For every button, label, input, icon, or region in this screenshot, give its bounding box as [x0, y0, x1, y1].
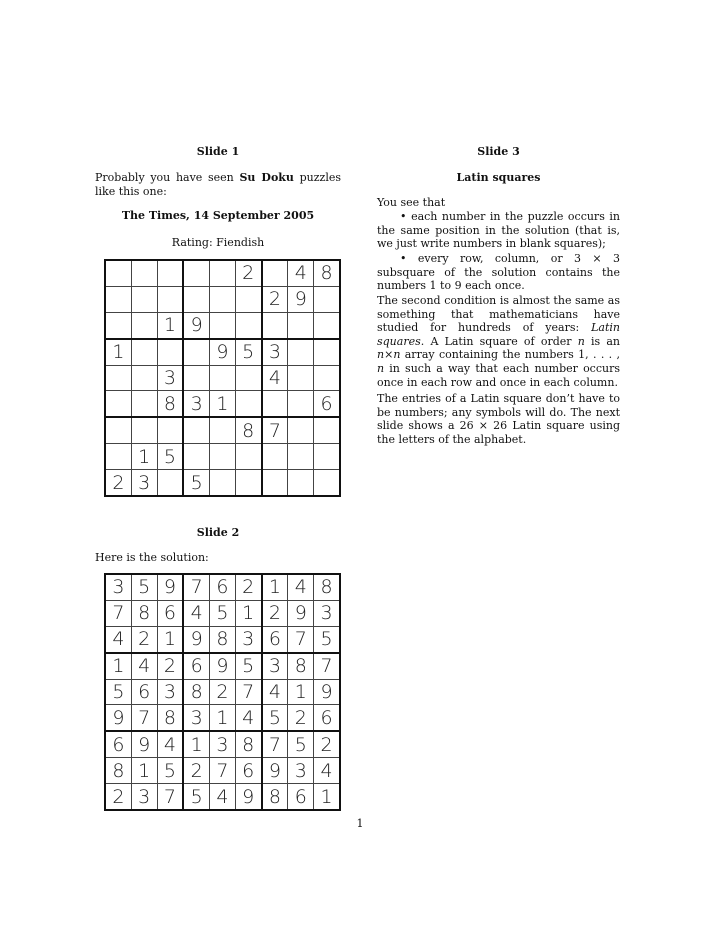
- puzzle-cell: [105, 365, 131, 391]
- solution-cell: 7: [288, 626, 314, 652]
- puzzle-cell: [183, 417, 209, 443]
- slide3-lead: You see that: [377, 196, 446, 209]
- solution-cell: 5: [183, 784, 209, 810]
- puzzle-cell: [262, 470, 288, 496]
- puzzle-cell: 7: [262, 417, 288, 443]
- solution-cell: 5: [314, 626, 340, 652]
- solution-cell: 7: [314, 653, 340, 679]
- grid-row: [105, 731, 340, 757]
- grid-row: [105, 260, 340, 286]
- puzzle-cell: 9: [183, 312, 209, 338]
- p1-var-n: n: [377, 348, 385, 362]
- solution-cell: 8: [210, 626, 236, 652]
- puzzle-cell: [210, 312, 236, 338]
- puzzle-cell: [314, 417, 340, 443]
- solution-cell: 4: [235, 705, 261, 731]
- solution-cell: 2: [131, 626, 157, 652]
- solution-cell: 9: [262, 758, 288, 784]
- solution-cell: 3: [262, 653, 288, 679]
- puzzle-cell: [157, 286, 183, 312]
- solution-cell: 1: [314, 784, 340, 810]
- solution-cell: 4: [131, 653, 157, 679]
- solution-cell: 8: [105, 758, 131, 784]
- p1-pre: The second condition is almost the same as something that mathematicians have studied for hundreds of years:: [377, 294, 620, 335]
- puzzle-cell: 2: [105, 470, 131, 496]
- puzzle-cell: [105, 312, 131, 338]
- puzzle-cell: [157, 417, 183, 443]
- puzzle-cell: 3: [131, 470, 157, 496]
- puzzle-cell: 4: [262, 365, 288, 391]
- solution-cell: 9: [131, 731, 157, 757]
- grid-row: [105, 286, 340, 312]
- solution-cell: 1: [157, 626, 183, 652]
- puzzle-cell: 5: [183, 470, 209, 496]
- slide2-intro: Here is the solution:: [95, 551, 209, 564]
- puzzle-cell: 5: [157, 444, 183, 470]
- solution-cell: 9: [183, 626, 209, 652]
- puzzle-cell: [210, 365, 236, 391]
- puzzle-cell: 1: [105, 339, 131, 365]
- puzzle-cell: [288, 417, 314, 443]
- puzzle-cell: 8: [314, 260, 340, 286]
- solution-cell: 3: [210, 731, 236, 757]
- solution-cell: 8: [131, 600, 157, 626]
- bullet-icon: •: [400, 210, 407, 223]
- puzzle-cell: [314, 312, 340, 338]
- solution-cell: 5: [210, 600, 236, 626]
- slide3-title: Slide 3: [477, 145, 520, 158]
- puzzle-cell: 8: [157, 391, 183, 417]
- puzzle-cell: 2: [262, 286, 288, 312]
- solution-cell: 6: [157, 600, 183, 626]
- solution-cell: 3: [131, 784, 157, 810]
- puzzle-cell: [210, 286, 236, 312]
- puzzle-cell: [314, 286, 340, 312]
- grid-row: [105, 653, 340, 679]
- solution-cell: 6: [235, 758, 261, 784]
- sudoku-solution-grid: [104, 573, 341, 811]
- grid-row: [105, 626, 340, 652]
- puzzle-cell: [262, 391, 288, 417]
- grid-row: [105, 784, 340, 810]
- puzzle-cell: [131, 339, 157, 365]
- p1-post: in such a way that each number occurs once in each row and once in each column.: [377, 361, 620, 389]
- bullet-icon: •: [400, 252, 407, 265]
- grid-row: [105, 574, 340, 600]
- solution-cell: 4: [210, 784, 236, 810]
- solution-cell: 4: [262, 679, 288, 705]
- slide1-title: Slide 1: [196, 145, 240, 158]
- puzzle-cell: [235, 365, 261, 391]
- puzzle-cell: [157, 470, 183, 496]
- entries-paragraph: The entries of a Latin square don’t have to be numbers; any symbols will do. The next slide shows a 26 × 26 Latin square using the letters of the alphabet.: [377, 392, 620, 446]
- solution-cell: 7: [183, 574, 209, 600]
- puzzle-cell: 4: [288, 260, 314, 286]
- p1-emphasis: Latin squares.: [377, 321, 620, 348]
- solution-cell: 9: [157, 574, 183, 600]
- puzzle-cell: [105, 260, 131, 286]
- solution-cell: 1: [183, 731, 209, 757]
- puzzle-cell: [131, 286, 157, 312]
- solution-cell: 2: [288, 705, 314, 731]
- solution-cell: 2: [235, 574, 261, 600]
- p1-var-n: n: [577, 334, 585, 348]
- solution-cell: 9: [314, 679, 340, 705]
- solution-cell: 2: [105, 784, 131, 810]
- puzzle-cell: 5: [235, 339, 261, 365]
- solution-cell: 1: [235, 600, 261, 626]
- p1-var-n: n: [393, 348, 401, 362]
- puzzle-cell: [235, 470, 261, 496]
- solution-cell: 7: [131, 705, 157, 731]
- solution-cell: 6: [314, 705, 340, 731]
- grid-row: [105, 312, 340, 338]
- puzzle-title: The Times, 14 September 2005: [121, 209, 315, 222]
- solution-cell: 7: [157, 784, 183, 810]
- grid-row: [105, 339, 340, 365]
- latin-squares-paragraph: [377, 294, 620, 389]
- sudoku-puzzle-grid: [104, 259, 341, 497]
- solution-cell: 5: [105, 679, 131, 705]
- puzzle-cell: [262, 312, 288, 338]
- puzzle-cell: [210, 470, 236, 496]
- puzzle-cell: [183, 444, 209, 470]
- bullet-item-1: [377, 210, 620, 251]
- puzzle-cell: [210, 417, 236, 443]
- solution-cell: 9: [210, 653, 236, 679]
- p1-mid3: array containing the numbers 1, . . . ,: [400, 348, 620, 362]
- puzzle-cell: 3: [157, 365, 183, 391]
- solution-cell: 7: [105, 600, 131, 626]
- puzzle-cell: [288, 391, 314, 417]
- puzzle-cell: [235, 286, 261, 312]
- solution-cell: 2: [183, 758, 209, 784]
- puzzle-cell: [288, 470, 314, 496]
- puzzle-cell: [235, 391, 261, 417]
- puzzle-cell: [288, 444, 314, 470]
- puzzle-cell: [131, 417, 157, 443]
- solution-cell: 8: [288, 653, 314, 679]
- puzzle-cell: [235, 312, 261, 338]
- solution-cell: 2: [210, 679, 236, 705]
- page-number: 1: [356, 817, 364, 830]
- solution-cell: 8: [183, 679, 209, 705]
- p1-mid: A Latin square of order: [424, 334, 578, 348]
- puzzle-cell: [314, 365, 340, 391]
- puzzle-cell: 3: [262, 339, 288, 365]
- puzzle-cell: [105, 417, 131, 443]
- solution-cell: 4: [105, 626, 131, 652]
- grid-row: [105, 365, 340, 391]
- puzzle-rating: Rating: Fiendish: [171, 236, 265, 249]
- solution-cell: 3: [183, 705, 209, 731]
- solution-cell: 8: [314, 574, 340, 600]
- solution-cell: 5: [235, 653, 261, 679]
- solution-cell: 4: [314, 758, 340, 784]
- puzzle-cell: 2: [235, 260, 261, 286]
- solution-cell: 6: [288, 784, 314, 810]
- puzzle-cell: [288, 312, 314, 338]
- p1-times: ×: [384, 348, 394, 362]
- solution-cell: 5: [157, 758, 183, 784]
- slide1-intro-bold: Su Doku: [239, 171, 294, 184]
- solution-cell: 1: [262, 574, 288, 600]
- puzzle-cell: [183, 260, 209, 286]
- puzzle-cell: [288, 365, 314, 391]
- solution-cell: 2: [157, 653, 183, 679]
- puzzle-cell: [210, 260, 236, 286]
- solution-cell: 1: [210, 705, 236, 731]
- bullet-text-1: each number in the puzzle occurs in the same position in the solution (that is, we just write numbers in blank squares);: [377, 210, 620, 251]
- grid-row: [105, 470, 340, 496]
- puzzle-cell: 1: [210, 391, 236, 417]
- solution-cell: 5: [288, 731, 314, 757]
- grid-row: [105, 758, 340, 784]
- puzzle-cell: [131, 391, 157, 417]
- solution-cell: 2: [262, 600, 288, 626]
- puzzle-cell: [183, 339, 209, 365]
- solution-cell: 6: [262, 626, 288, 652]
- solution-cell: 7: [235, 679, 261, 705]
- slide3-subtitle: Latin squares: [456, 171, 541, 184]
- puzzle-cell: [314, 444, 340, 470]
- bullet-text-2: every row, column, or 3 × 3 subsquare of the solution contains the numbers 1 to 9 each once.: [377, 252, 620, 293]
- puzzle-cell: 3: [183, 391, 209, 417]
- p1-mid2: is an: [584, 334, 620, 348]
- solution-cell: 1: [288, 679, 314, 705]
- solution-cell: 9: [235, 784, 261, 810]
- slide2-title: Slide 2: [196, 526, 240, 539]
- solution-cell: 6: [210, 574, 236, 600]
- solution-cell: 5: [262, 705, 288, 731]
- slide1-intro: [95, 171, 341, 199]
- puzzle-cell: [157, 339, 183, 365]
- solution-cell: 3: [314, 600, 340, 626]
- solution-cell: 9: [288, 600, 314, 626]
- puzzle-cell: [131, 312, 157, 338]
- puzzle-cell: 9: [210, 339, 236, 365]
- puzzle-cell: [235, 444, 261, 470]
- solution-cell: 3: [105, 574, 131, 600]
- puzzle-cell: [210, 444, 236, 470]
- slide1-intro-post: puzzles like this one:: [95, 171, 341, 198]
- puzzle-cell: [105, 444, 131, 470]
- solution-cell: 7: [262, 731, 288, 757]
- puzzle-cell: [314, 470, 340, 496]
- solution-cell: 4: [288, 574, 314, 600]
- puzzle-cell: 6: [314, 391, 340, 417]
- puzzle-cell: 1: [157, 312, 183, 338]
- puzzle-cell: [262, 260, 288, 286]
- puzzle-cell: [314, 339, 340, 365]
- puzzle-cell: [105, 286, 131, 312]
- solution-cell: 4: [157, 731, 183, 757]
- slide1-intro-pre: Probably you have seen: [95, 171, 240, 184]
- solution-cell: 7: [210, 758, 236, 784]
- solution-cell: 6: [131, 679, 157, 705]
- grid-row: [105, 600, 340, 626]
- puzzle-cell: [288, 339, 314, 365]
- solution-cell: 1: [131, 758, 157, 784]
- solution-cell: 3: [235, 626, 261, 652]
- puzzle-cell: [131, 260, 157, 286]
- puzzle-cell: [131, 365, 157, 391]
- puzzle-cell: 8: [235, 417, 261, 443]
- puzzle-cell: 9: [288, 286, 314, 312]
- solution-cell: 3: [288, 758, 314, 784]
- solution-cell: 8: [235, 731, 261, 757]
- solution-cell: 1: [105, 653, 131, 679]
- grid-row: [105, 705, 340, 731]
- grid-row: [105, 391, 340, 417]
- bullet-item-2: [377, 252, 620, 293]
- puzzle-cell: [262, 444, 288, 470]
- p1-var-n: n: [377, 361, 385, 375]
- puzzle-cell: [183, 365, 209, 391]
- grid-row: [105, 417, 340, 443]
- grid-row: [105, 679, 340, 705]
- puzzle-cell: [157, 260, 183, 286]
- solution-cell: 9: [105, 705, 131, 731]
- puzzle-cell: 1: [131, 444, 157, 470]
- puzzle-cell: [105, 391, 131, 417]
- solution-cell: 2: [314, 731, 340, 757]
- grid-row: [105, 444, 340, 470]
- solution-cell: 5: [131, 574, 157, 600]
- solution-cell: 6: [105, 731, 131, 757]
- solution-cell: 4: [183, 600, 209, 626]
- solution-cell: 8: [157, 705, 183, 731]
- solution-cell: 8: [262, 784, 288, 810]
- solution-cell: 3: [157, 679, 183, 705]
- puzzle-cell: [183, 286, 209, 312]
- solution-cell: 6: [183, 653, 209, 679]
